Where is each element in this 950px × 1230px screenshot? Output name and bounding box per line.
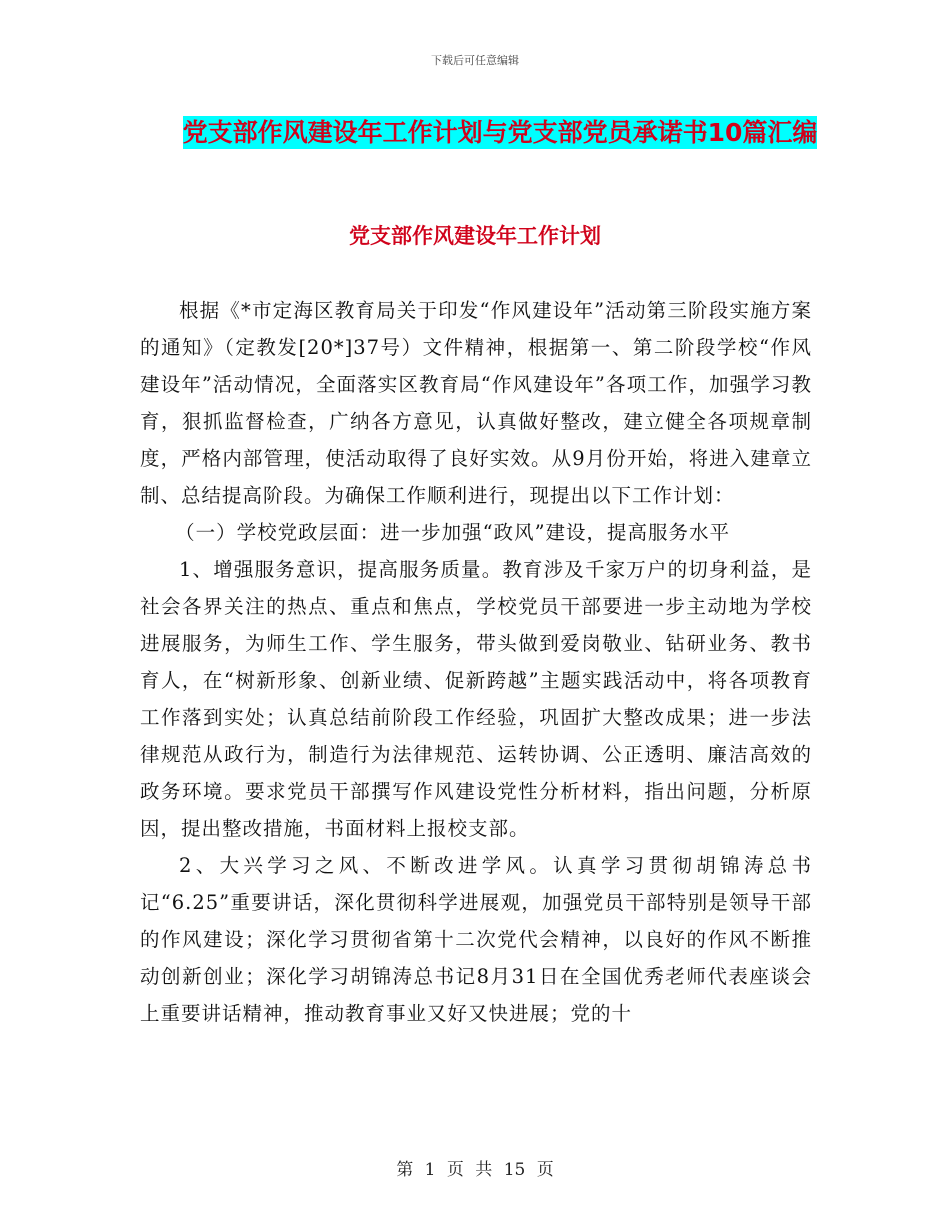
document-title-text: 党支部作风建设年工作计划与党支部党员承诺书10篇汇编 — [182, 118, 818, 147]
document-body — [140, 292, 812, 1032]
header-note: 下载后可任意编辑 — [431, 54, 519, 67]
paragraph: 根据《*市定海区教育局关于印发“作风建设年”活动第三阶段实施方案的通知》（定教发[20*]37号）文件精神，根据第一、第二阶段学校“作风建设年”活动情况，全面落实区教育局“作风建设年”各项工作，加强学习教育，狠抓监督检查，广纳各方意见，认真做好整改，建立健全各项规章制度，严格内部管理，使活动取得了良好实效。从9月份开始，将进入建章立制、总结提高阶段。为确保工作顺利进行，现提出以下工作计划： — [140, 299, 812, 507]
page-number: 第 1 页 共 15 页 — [396, 1160, 554, 1180]
document-title — [140, 112, 860, 154]
paragraph: 1、增强服务意识，提高服务质量。教育涉及千家万户的切身利益，是社会各界关注的热点、重点和焦点，学校党员干部要进一步主动地为学校进展服务，为师生工作、学生服务，带头做到爱岗敬业、钻研业务、教书育人，在“树新形象、创新业绩、促新跨越”主题实践活动中，将各项教育工作落到实处；认真总结前阶段工作经验，巩固扩大整改成果；进一步法律规范从政行为，制造行为法律规范、运转协调、公正透明、廉洁高效的政务环境。要求党员干部撰写作风建设党性分析材料，指出问题，分析原因，提出整改措施，书面材料上报校支部。 — [140, 558, 812, 840]
section-title: 党支部作风建设年工作计划 — [349, 224, 601, 248]
paragraph-subheading: （一）学校党政层面：进一步加强“政风”建设，提高服务水平 — [175, 521, 731, 544]
paragraph: 2、大兴学习之风、不断改进学风。认真学习贯彻胡锦涛总书记“6.25”重要讲话，深化贯彻科学进展观，加强党员干部特别是领导干部的作风建设；深化学习贯彻省第十二次党代会精神，以良好的作风不断推动创新创业；深化学习胡锦涛总书记8月31日在全国优秀老师代表座谈会上重要讲话精神，推动教育事业又好又快进展；党的十 — [140, 854, 812, 1025]
